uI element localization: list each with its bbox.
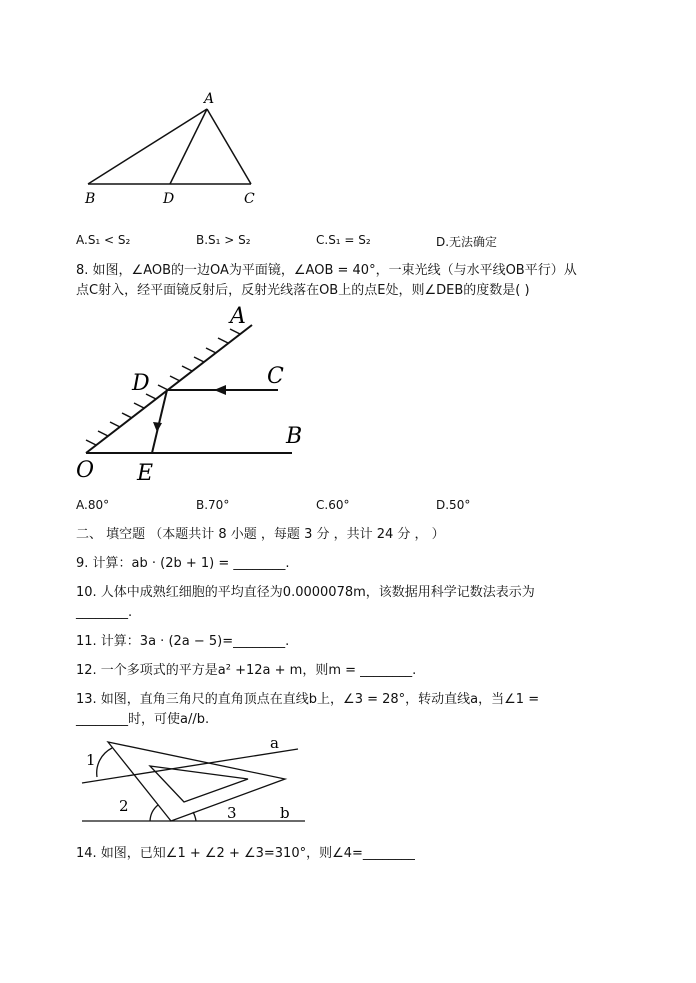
q10-line1: 10. 人体中成熟红细胞的平均直径为0.0000078m，该数据用科学记数法表示为: [76, 585, 535, 600]
mirror-label-c: C: [267, 364, 284, 389]
section-heading-fill-in: 二、 填空题 （本题共计 8 小题 ，每题 3 分 ，共计 24 分 ， ）: [76, 527, 445, 542]
q7-option-c: C.S₁ = S₂: [316, 233, 371, 247]
q8-option-c: C.60°: [316, 498, 350, 512]
q9-text: 9. 计算：ab · (2b + 1) = ________.: [76, 556, 290, 571]
mirror-label-e: E: [137, 461, 154, 486]
mirror-label-o: O: [76, 458, 95, 483]
ruler-label-a: a: [270, 734, 279, 752]
mirror-label-d: D: [132, 371, 150, 396]
q8-option-b: B.70°: [196, 498, 230, 512]
triangle-label-b: B: [85, 191, 96, 207]
q11-text: 11. 计算：3a · (2a − 5)=________.: [76, 634, 290, 649]
q14-text: 14. 如图，已知∠1 + ∠2 + ∠3=310°，则∠4=________: [76, 846, 415, 861]
mirror-label-a: A: [230, 304, 246, 329]
triangle-label-d: D: [163, 191, 175, 207]
mirror-label-b: B: [286, 424, 303, 449]
ruler-label-1: 1: [86, 751, 96, 769]
q7-option-b: B.S₁ > S₂: [196, 233, 251, 247]
q12-text: 12. 一个多项式的平方是a² +12a + m，则m = ________.: [76, 663, 417, 678]
q13-line2: ________时，可使a//b.: [76, 712, 210, 727]
triangle-label-a: A: [204, 91, 215, 107]
q10-line2: ________.: [76, 605, 133, 620]
triangle-label-c: C: [244, 191, 255, 207]
ruler-label-b: b: [280, 804, 290, 822]
q8-line1: 8. 如图，∠AOB的一边OA为平面镜，∠AOB = 40°，一束光线（与水平线OB平行）从: [76, 263, 577, 278]
q8-line2: 点C射入，经平面镜反射后，反射光线落在OB上的点E处，则∠DEB的度数是( ): [76, 283, 530, 298]
ruler-label-3: 3: [227, 804, 237, 822]
q8-option-d: D.50°: [436, 498, 471, 512]
q8-option-a: A.80°: [76, 498, 110, 512]
q7-option-a: A.S₁ < S₂: [76, 233, 131, 247]
ruler-label-2: 2: [119, 797, 129, 815]
q13-line1: 13. 如图，直角三角尺的直角顶点在直线b上，∠3 = 28°，转动直线a，当∠1 =: [76, 692, 540, 707]
q7-option-d: D.无法确定: [436, 235, 498, 249]
